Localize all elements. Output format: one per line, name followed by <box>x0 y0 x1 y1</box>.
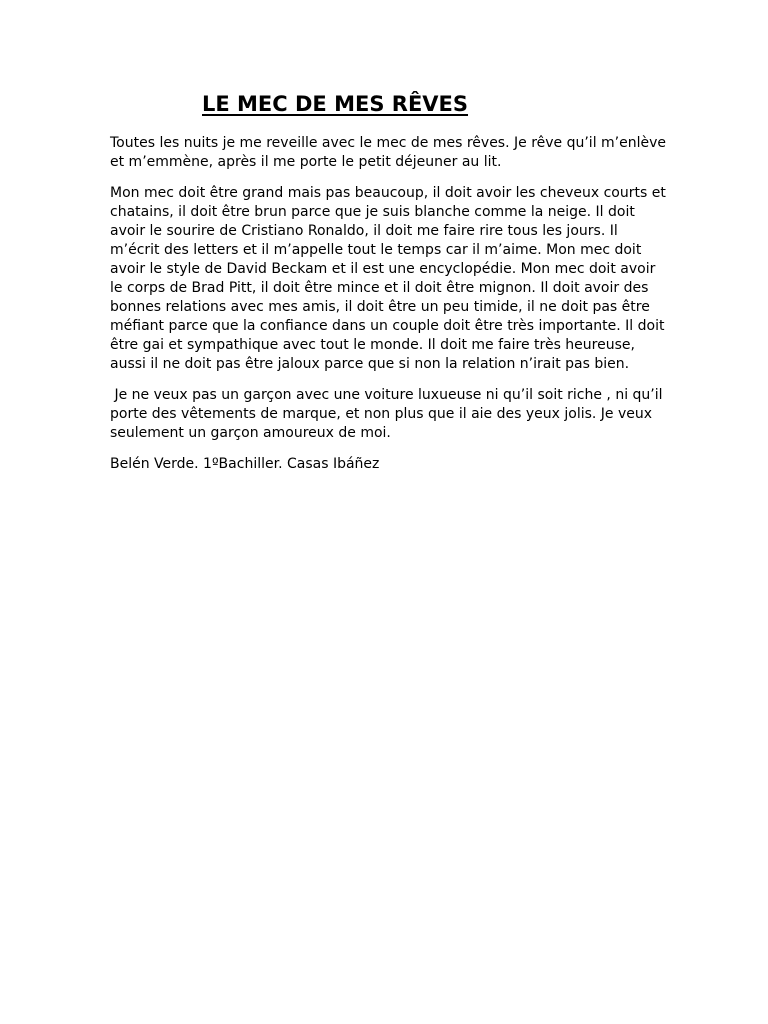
paragraph-description: Mon mec doit être grand mais pas beaucoup, il doit avoir les cheveux courts et chatains, il doit être brun parce que je suis blanche comme la neige. Il doit avoir le sourire de Cristiano Ronaldo, il doit me faire rire tous les jours. Il m’écrit des letters et il m’appelle tout le temps car il m’aime. Mon mec doit avoir le style de David Beckam et il est une encyclopédie. Mon mec doit avoir le corps de Brad Pitt, il doit être mince et il doit être mignon. Il doit avoir des bonnes relations avec mes amis, il doit être un peu timide, il ne doit pas être méfiant parce que la confiance dans un couple doit être très importante. Il doit être gai et sympathique avec tout le monde. Il doit me faire très heureuse, aussi il ne doit pas être jaloux parce que si non la relation n’irait pas bien. <box>110 185 666 372</box>
paragraph-wishes: Je ne veux pas un garçon avec une voiture luxueuse ni qu’il soit riche , ni qu’il porte des vêtements de marque, et non plus que il aie des yeux jolis. Je veux seulement un garçon amoureux de moi. <box>110 387 667 441</box>
author-signature: Belén Verde. 1ºBachiller. Casas Ibáñez <box>110 456 380 472</box>
paragraph-intro: Toutes les nuits je me reveille avec le mec de mes rêves. Je rêve qu’il m’enlève et m’emmène, après il me porte le petit déjeuner au lit. <box>110 135 667 170</box>
document-title: LE MEC DE MES RÊVES <box>202 92 469 116</box>
document-body <box>110 134 666 486</box>
